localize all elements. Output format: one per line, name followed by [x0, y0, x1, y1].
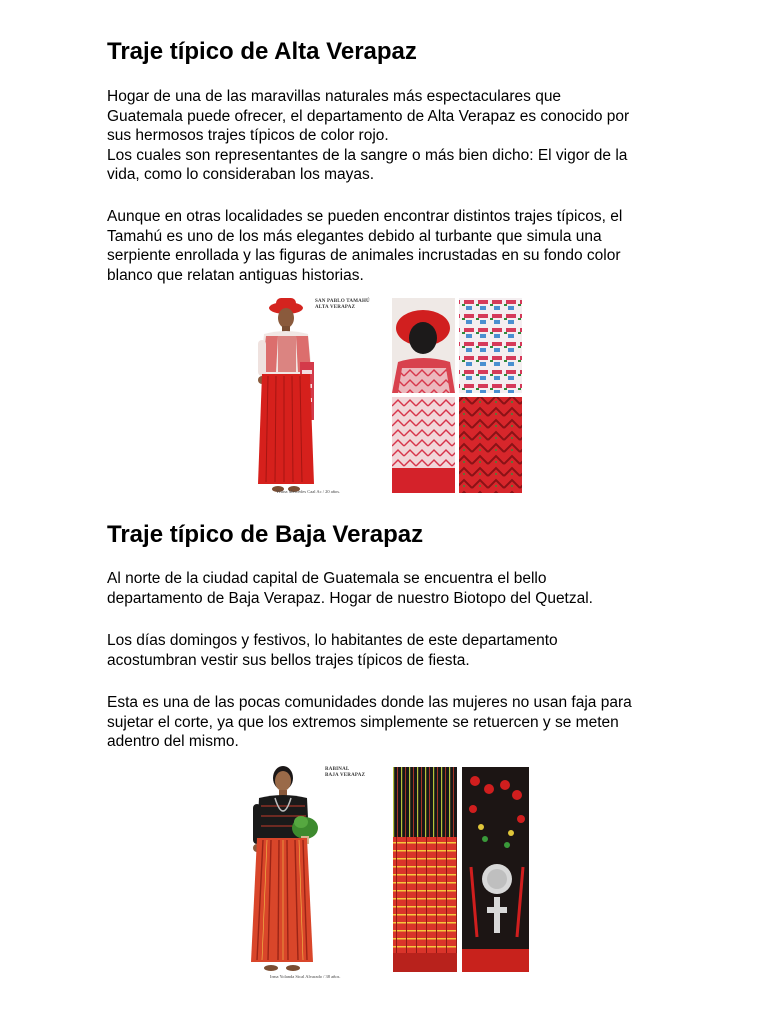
text-line: Aunque en otras localidades se pueden encontrar distintos trajes típicos, el — [107, 208, 623, 225]
caption-region: ALTA VERAPAZ — [315, 305, 356, 310]
text-line: vida, como lo consideraban los mayas. — [107, 166, 375, 183]
woman-red-traje-photo — [250, 296, 325, 496]
figure-credit: Yelina Mercedes Caal Ac / 20 años. — [276, 489, 341, 494]
text-line: Tamahú es uno de los más elegantes debido al turbante que simula una — [107, 227, 602, 245]
paragraph-tamahu — [107, 207, 667, 285]
text-line: adentro del mismo. — [107, 733, 239, 750]
caption-place: SAN PABLO TAMAHÚ — [315, 299, 370, 304]
figure-caption — [315, 299, 370, 311]
textile-detail-photos — [393, 767, 529, 972]
section-title-alta-verapaz: Traje típico de Alta Verapaz — [107, 38, 417, 65]
caption-place: RABINAL — [325, 767, 350, 772]
figure-credit: Irma Yolanda Sical Alvarado / 38 años. — [270, 974, 341, 979]
text-line: sujetar el corte, ya que los extremos simplemente se retuercen y se meten — [107, 713, 619, 731]
paragraph-baja-verapaz-intro — [107, 569, 667, 608]
text-line: serpiente enrollada y las figuras de animales incrustadas en su fondo color — [107, 247, 621, 264]
text-line: acostumbran vestir sus bellos trajes típicos de fiesta. — [107, 651, 470, 669]
text-line: Al norte de la ciudad capital de Guatemala se encuentra el bello — [107, 570, 547, 587]
text-line: sus hermosos trajes típicos de color rojo. — [107, 127, 389, 144]
text-line: blanco que relatan antiguas historias. — [107, 266, 364, 284]
text-line: Los días domingos y festivos, lo habitantes de este departamento — [107, 632, 558, 649]
paragraph-alta-verapaz-intro — [107, 87, 667, 185]
text-line: Los cuales son representantes de la sangre o más bien dicho: El vigor de la — [107, 146, 628, 164]
text-line: Guatemala puede ofrecer, el departamento de Alta Verapaz es conocido por — [107, 107, 630, 125]
caption-region: BAJA VERAPAZ — [325, 773, 366, 778]
text-line: departamento de Baja Verapaz. Hogar de nuestro Biotopo del Quetzal. — [107, 589, 593, 607]
paragraph-faja — [107, 693, 667, 752]
section-title-baja-verapaz: Traje típico de Baja Verapaz — [107, 521, 424, 548]
paragraph-festivos — [107, 631, 667, 670]
figure-caption — [325, 767, 365, 779]
woman-rabinal-traje-photo — [243, 764, 323, 979]
text-line: Esta es una de las pocas comunidades donde las mujeres no usan faja para — [107, 694, 632, 711]
text-line: Hogar de una de las maravillas naturales más espectaculares que — [107, 88, 562, 105]
textile-detail-photos — [392, 298, 522, 493]
